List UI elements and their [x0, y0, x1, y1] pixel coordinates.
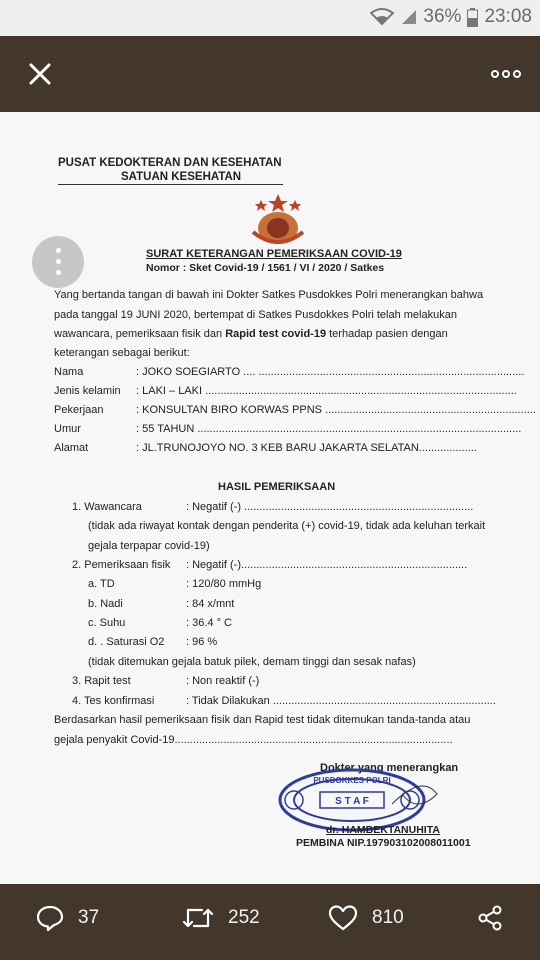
result-label: 3. Rapit test: [72, 675, 131, 687]
intro-line-1: Yang bertanda tangan di bawah ini Dokter Satkes Pusdokkes Polri menerangkan bahwa: [54, 289, 484, 301]
result-note: (tidak ada riwayat kontak dengan penderita (+) covid-19, tidak ada keluhan terkait: [88, 520, 486, 532]
intro-line-3b: Rapid test covid-19: [225, 328, 327, 340]
field-value: : LAKI – LAKI ......................................................................................................: [136, 385, 517, 397]
battery-percent: 36%: [423, 6, 462, 27]
org-name: PUSAT KEDOKTERAN DAN KESEHATAN: [58, 157, 282, 169]
document-title: SURAT KETERANGAN PEMERIKSAAN COVID-19: [146, 248, 402, 260]
result-value: : Non reaktif (-): [186, 675, 260, 687]
field-label: Nama: [54, 366, 84, 378]
status-bar: [0, 0, 540, 36]
field-value: : KONSULTAN BIRO KORWAS PPNS .....................................................................: [136, 404, 536, 416]
signer-name: dr. HAMBEKTANUHITA: [326, 824, 440, 836]
result-note: (tidak ditemukan gejala batuk pilek, demam tinggi dan sesak nafas): [88, 656, 416, 668]
page-menu-button[interactable]: [32, 236, 84, 288]
header-divider: [58, 184, 283, 185]
signer-nip: PEMBINA NIP.197903102008011001: [296, 837, 471, 849]
more-icon: [490, 64, 522, 84]
intro-line-4: keterangan sebagai berikut:: [54, 347, 190, 359]
conclusion-line-2: gejala penyakit Covid-19...........................................................................................: [54, 734, 453, 746]
intro-line-3a: wawancara, pemeriksaan fisik dan: [54, 328, 226, 340]
menu-dot-icon: [56, 248, 61, 253]
like-count: 810: [372, 907, 404, 928]
intro-line-3c: terhadap pasien dengan: [326, 328, 448, 340]
retweet-icon: [182, 904, 214, 932]
result-label: 4. Tes konfirmasi: [72, 695, 155, 707]
field-label: Jenis kelamin: [54, 385, 121, 397]
field-label: Umur: [54, 423, 81, 435]
vital-label: a. TD: [88, 578, 115, 590]
action-bar: [0, 884, 540, 960]
org-unit: SATUAN KESEHATAN: [121, 171, 242, 183]
close-button[interactable]: [22, 56, 58, 92]
close-icon: [22, 56, 58, 92]
more-button[interactable]: [490, 64, 522, 84]
retweet-button[interactable]: [182, 904, 260, 932]
heart-icon: [328, 904, 358, 932]
conclusion-line-1: Berdasarkan hasil pemeriksaan fisik dan Rapid test tidak ditemukan tanda-tanda atau: [54, 714, 471, 726]
result-note: gejala terpapar covid-19): [88, 540, 210, 552]
result-value: : Tidak Dilakukan .........................................................................: [186, 695, 496, 707]
field-label: Pekerjaan: [54, 404, 104, 416]
reply-icon: [36, 904, 64, 932]
stamp-center-text: S T A F: [335, 796, 369, 807]
retweet-count: 252: [228, 907, 260, 928]
intro-line-3: [54, 328, 448, 340]
vital-value: : 96 %: [186, 636, 218, 648]
field-value: : 55 TAHUN ..........................................................................................................: [136, 423, 522, 435]
signer-title: Dokter yang menerangkan: [320, 762, 459, 774]
intro-line-2: pada tanggal 19 JUNI 2020, bertempat di Satkes Pusdokkes Polri telah melakukan: [54, 309, 457, 321]
field-label: Alamat: [54, 442, 89, 454]
reply-count: 37: [78, 907, 100, 928]
menu-dot-icon: [56, 259, 61, 264]
vital-value: : 36.4 ° C: [186, 617, 232, 629]
result-value: : Negatif (-)..........................................................................: [186, 559, 468, 571]
signal-icon: [401, 9, 417, 25]
vital-value: : 84 x/mnt: [186, 598, 235, 610]
menu-dot-icon: [56, 270, 61, 275]
reply-button[interactable]: [36, 904, 99, 932]
document-number: Nomor : Sket Covid-19 / 1561 / VI / 2020 / Satkes: [146, 262, 385, 274]
clock: 23:08: [484, 6, 532, 27]
results-title: HASIL PEMERIKSAAN: [218, 481, 336, 493]
vital-label: d. . Saturasi O2: [88, 636, 165, 648]
share-button[interactable]: [476, 904, 504, 932]
result-value: : Negatif (-) ...........................................................................: [186, 501, 474, 513]
result-label: 1. Wawancara: [72, 501, 142, 513]
field-value: : JOKO SOEGIARTO .... .......................................................................................: [136, 366, 525, 378]
battery-icon: [467, 8, 478, 27]
top-bar: [0, 36, 540, 112]
field-value: : JL.TRUNOJOYO NO. 3 KEB BARU JAKARTA SELATAN...................: [136, 442, 477, 454]
stamp-top-text: PUSDOKKES POLRI: [313, 776, 391, 785]
document-image[interactable]: [0, 112, 540, 884]
wifi-icon: [369, 8, 395, 26]
vital-label: c. Suhu: [88, 617, 126, 629]
vital-value: : 120/80 mmHg: [186, 578, 262, 590]
like-button[interactable]: [328, 904, 404, 932]
result-label: 2. Pemeriksaan fisik: [72, 559, 171, 571]
vital-label: b. Nadi: [88, 598, 123, 610]
share-icon: [476, 904, 504, 932]
police-emblem-icon: [247, 192, 309, 248]
